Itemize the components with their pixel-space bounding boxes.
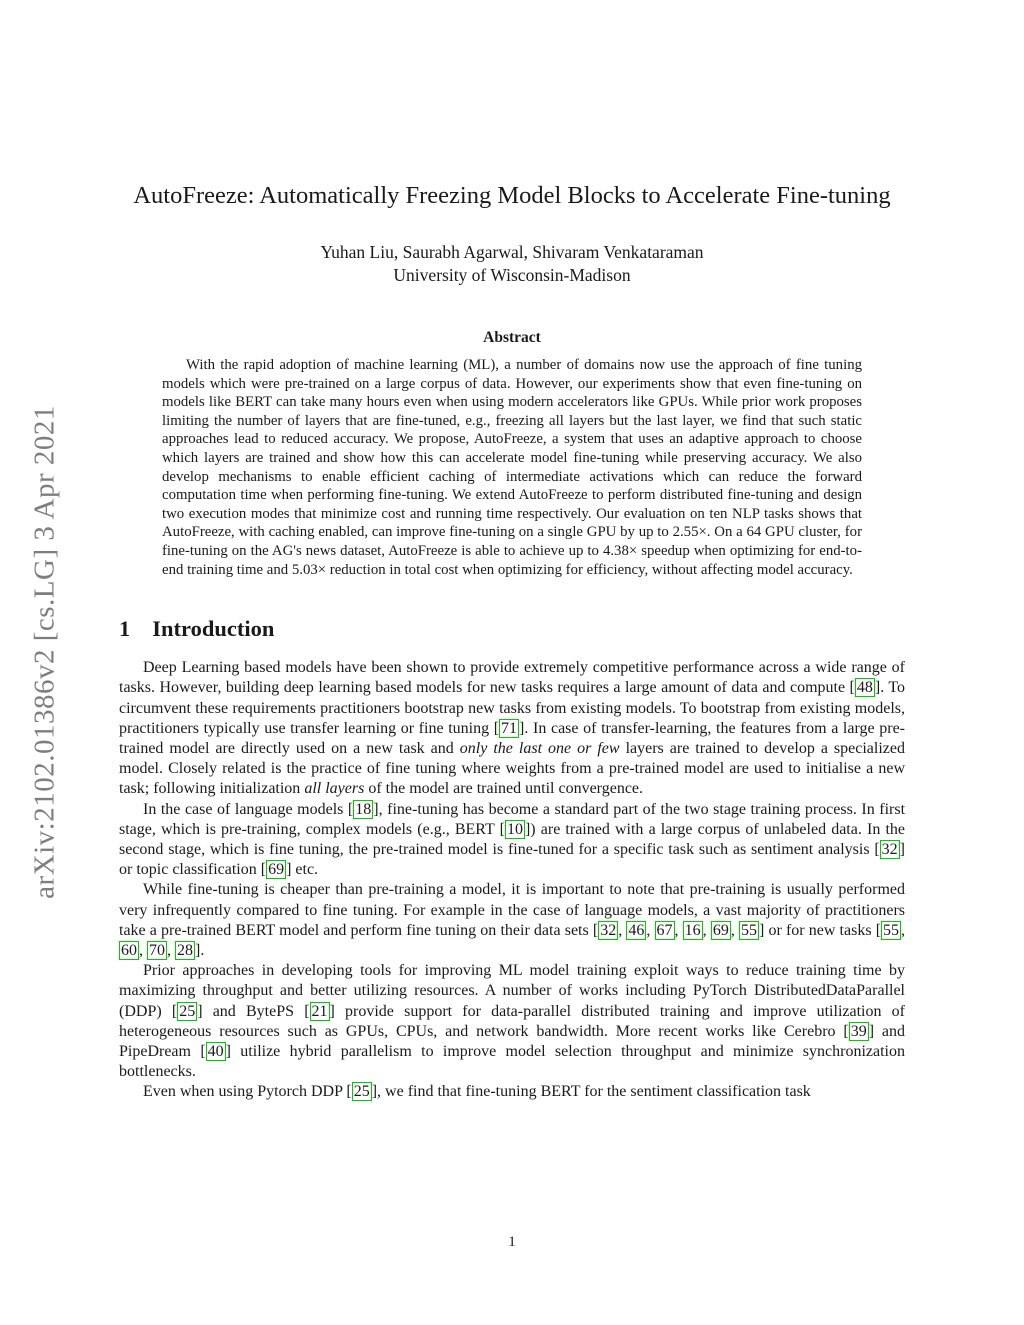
section-title: Introduction [152, 616, 275, 642]
paper-affiliation: University of Wisconsin-Madison [393, 265, 631, 285]
paragraph: Prior approaches in developing tools for improving ML model training exploit ways to reduce training time by maximizing throughput and better utilizing resources. A number of works including PyTorch DistributedDataParallel (DDP) [ 25 ] and BytePS [ 21 ] provide support for data-parallel distributed training and improve utilization of heterogeneous resources such as GPUs, CPUs, and network bandwidth. More recent works like Cerebro [ 39 ] and PipeDream [ 40 ] utilize hybrid parallelism to improve model selection throughput and minimize synchronization bottlenecks. [119, 962, 905, 1081]
citation-link[interactable]: 39 [850, 1022, 867, 1040]
citation-link[interactable]: 60 [121, 941, 137, 959]
citation-link[interactable]: 67 [656, 921, 673, 939]
citation-link[interactable]: 32 [881, 840, 898, 858]
paper-title: AutoFreeze: Automatically Freezing Model Blocks to Accelerate Fine-tuning [133, 182, 891, 209]
citation-link[interactable]: 18 [355, 800, 372, 818]
citation-link[interactable]: 48 [856, 679, 873, 697]
citation-link[interactable]: 55 [883, 921, 900, 939]
citation-link[interactable]: 71 [501, 719, 518, 737]
citation-link[interactable]: 40 [207, 1042, 224, 1060]
citation-link[interactable]: 32 [600, 921, 617, 939]
citation-link[interactable]: 55 [740, 921, 757, 939]
paragraph: Deep Learning based models have been shown to provide extremely competitive performance across a wide range of tasks. However, building deep learning based models for new tasks requires a large amount of data and compute [ 48 ]. To circumvent these requirements practitioners bootstrap new tasks from existing models. To bootstrap from existing models, practitioners typically use transfer learning or fine tuning [ 71 ]. In case of transfer-learning, the features from a large pre-trained model are directly used on a new task and only the last one or few layers are trained to develop a specialized model. Closely related is the practice of fine tuning where weights from a pre-trained model are used to initialise a new task; following initialization all layers of the model are trained until convergence. [119, 659, 906, 798]
abstract-body: With the rapid adoption of machine learning (ML), a number of domains now use the approach of fine tuning models which were pre-trained on a large corpus of data. However, our experiments show that even fine-tuning on models like BERT can take many hours even when using modern accelerators like GPUs. While prior work proposes limiting the number of layers that are fine-tuned, e.g., freezing all layers but the last layer, we find that such static approaches lead to reduced accuracy. We propose, AutoFreeze, a system that uses an adaptive approach to choose which layers are trained and show how this can accelerate model fine-tuning while preserving accuracy. We also develop mechanisms to enable efficient caching of intermediate activations which can reduce the forward computation time when performing fine-tuning. We extend AutoFreeze to perform distributed fine-tuning and design two execution modes that minimize cost and running time respectively. Our evaluation on ten NLP tasks shows that AutoFreeze, with caching enabled, can improve fine-tuning on a single GPU by up to 2.55×. On a 64 GPU cluster, for fine-tuning on the AG's news dataset, AutoFreeze is able to achieve up to 4.38× speedup when optimizing for end-to-end training time and 5.03× reduction in total cost when optimizing for efficiency, without affecting model accuracy. [162, 357, 862, 578]
page-number: 1 [508, 1234, 516, 1250]
emphasized-text: all layers [304, 780, 365, 798]
citation-link[interactable]: 10 [506, 820, 523, 838]
citation-link[interactable]: 46 [628, 921, 645, 939]
paragraph: In the case of language models [ 18 ], fine-tuning has become a standard part of the two stage training process. In first stage, which is pre-training, complex models (e.g., BERT [ 10 ]) are trained with a large corpus of unlabeled data. In the second stage, which is fine tuning, the pre-trained model is fine-tuned for a specific task such as sentiment analysis [ 32 ] or topic classification [ 69 ] etc. [119, 800, 906, 879]
introduction-body [119, 658, 905, 1102]
paragraph: Even when using Pytorch DDP [ 25 ], we find that fine-tuning BERT for the sentiment classification task [143, 1083, 811, 1101]
citation-link[interactable]: 69 [712, 921, 729, 939]
section-heading-introduction [119, 616, 905, 642]
citation-link[interactable]: 69 [268, 861, 285, 879]
paper-authors: Yuhan Liu, Saurabh Agarwal, Shivaram Venkataraman [320, 242, 704, 262]
arxiv-watermark: arXiv:2102.01386v2 [cs.LG] 3 Apr 2021 [28, 405, 61, 899]
emphasized-text: only the last one or few [459, 739, 620, 757]
section-number: 1 [119, 616, 131, 642]
citation-link[interactable]: 70 [149, 941, 165, 959]
abstract-heading: Abstract [483, 329, 541, 346]
citation-link[interactable]: 16 [684, 921, 701, 939]
citation-link[interactable]: 28 [177, 941, 193, 959]
citation-link[interactable]: 21 [311, 1002, 328, 1020]
citation-link[interactable]: 25 [353, 1083, 370, 1101]
paragraph: While fine-tuning is cheaper than pre-training a model, it is important to note that pre-training is usually performed very infrequently compared to fine tuning. For example in the case of language models, a vast majority of practitioners take a pre-trained BERT model and perform fine tuning on their data sets [ 32 , 46 , 67 , 16 , 69 , 55 ] or for new tasks [ 55 , 60 , 70 , 28 ]. [119, 881, 906, 959]
citation-link[interactable]: 25 [179, 1002, 196, 1020]
